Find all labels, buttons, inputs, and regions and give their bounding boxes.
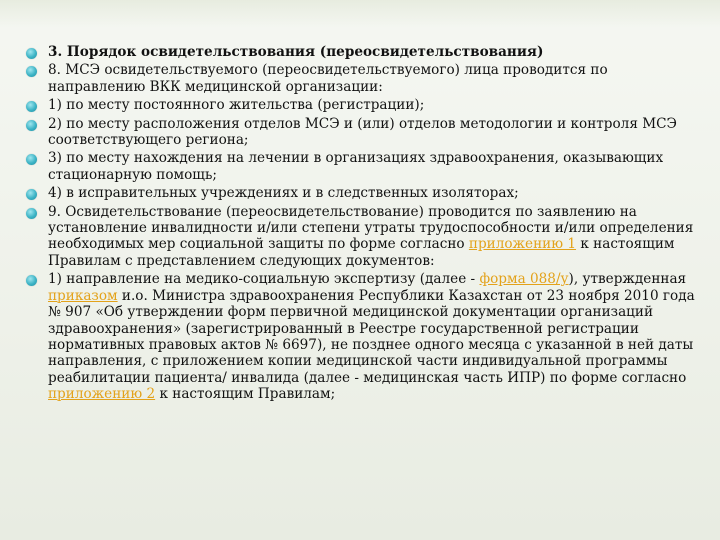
appendix-1-link[interactable]: приложению 1 — [468, 236, 577, 253]
bullet-icon — [26, 189, 37, 200]
item-text: 3) по месту нахождения на лечении в организациях здравоохранения, оказывающих стационарную помощь; — [48, 150, 664, 183]
bullet-icon — [26, 120, 37, 131]
item-text: и.о. Министра здравоохранения Республики Казахстан от 23 ноября 2010 года № 907 «Об утверждении форм первичной медицинской документации организаций здравоохранения» (зарегистрированный в Реестре государственной регистрации нормативных правовых актов № 6697), не позднее одного месяца с указанной в ней даты направления, с приложением копии медицинской части индивидуальной программы реабилитации пациента/ инвалида (далее - медицинская часть ИПР) по форме согласно — [48, 287, 695, 386]
appendix-2-link[interactable]: приложению 2 — [48, 386, 156, 403]
item-text: 9. Освидетельствование (переосвидетельствование) проводится по заявлению на установление инвалидности и/или степени утраты трудоспособности и/или определения необходимых мер социальной защиты по форме согласно — [48, 203, 694, 253]
bullet-icon — [26, 66, 37, 77]
bullet-icon — [26, 48, 37, 59]
item-text: 2) по месту расположения отделов МСЭ и (или) отделов методологии и контроля МСЭ соответствующего региона; — [48, 115, 677, 149]
slide-top-shade — [0, 0, 720, 28]
list-item — [26, 150, 706, 183]
item-text: 1) направление на медико-социальную экспертизу (далее - — [48, 271, 480, 288]
list-item — [26, 204, 706, 270]
bullet-icon — [26, 101, 37, 112]
list-item-heading — [26, 44, 706, 60]
list-item — [26, 62, 706, 95]
item-text: 4) в исправительных учреждениях и в следственных изоляторах; — [48, 185, 519, 202]
item-text: 1) по месту постоянного жительства (регистрации); — [48, 97, 425, 114]
form-088-link[interactable]: форма 088/у — [479, 271, 569, 288]
bullet-icon — [26, 208, 37, 219]
list-item — [26, 116, 706, 149]
item-text: 8. МСЭ освидетельствуемого (переосвидетельствуемого) лица проводится по направлению ВКК медицинской организации: — [48, 62, 608, 95]
item-text: ), утвержденная — [568, 271, 687, 288]
list-item — [26, 271, 706, 402]
bullet-icon — [26, 154, 37, 165]
list-item — [26, 97, 706, 113]
order-link[interactable]: приказом — [48, 287, 118, 304]
item-text: к настоящим Правилам с представлением следующих документов: — [48, 236, 675, 269]
bullet-icon — [26, 275, 37, 286]
list-item — [26, 185, 706, 201]
bullet-list — [26, 44, 706, 403]
slide-content — [26, 44, 706, 405]
item-text: к настоящим Правилам; — [155, 386, 336, 403]
section-heading: 3. Порядок освидетельствования (переосвидетельствования) — [48, 44, 544, 60]
